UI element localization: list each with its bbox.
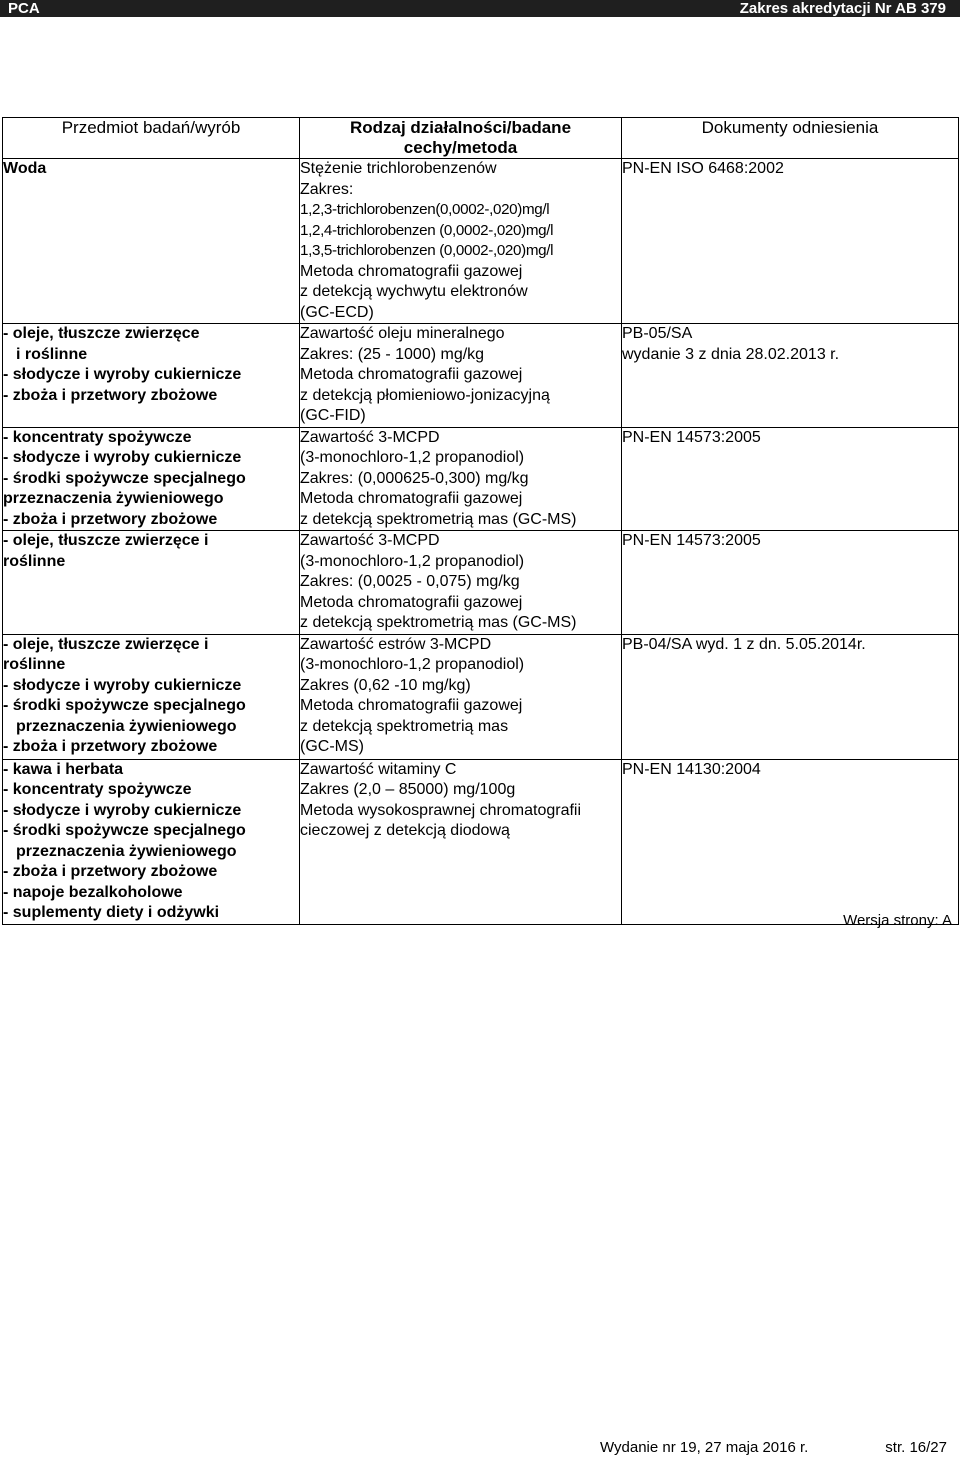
docs-cell: PN-EN 14130:2004	[622, 759, 959, 924]
table-header-row	[3, 118, 959, 159]
header-product: Przedmiot badań/wyrób	[3, 118, 300, 159]
docs-cell: PB-05/SA wydanie 3 z dnia 28.02.2013 r.	[622, 324, 959, 428]
product-cell: - koncentraty spożywcze - słodycze i wyroby cukiernicze - środki spożywcze specjalnego przeznaczenia żywieniowego - zboża i przetwory zbożowe	[3, 427, 300, 531]
header-title: Zakres akredytacji Nr AB 379	[739, 0, 946, 17]
footer-edition: Wydanie nr 19, 27 maja 2016 r.	[600, 1439, 809, 1456]
table-row	[3, 759, 959, 924]
product-cell: - oleje, tłuszcze zwierzęce i roślinne	[3, 531, 300, 635]
table-row	[3, 634, 959, 759]
method-cell: Zawartość witaminy C Zakres (2,0 – 85000) mg/100g Metoda wysokosprawnej chromatografii cieczowej z detekcją diodową	[300, 759, 622, 924]
table-row	[3, 427, 959, 531]
accreditation-table	[2, 117, 959, 925]
table-row	[3, 159, 959, 324]
header-method: Rodzaj działalności/badane cechy/metoda	[300, 118, 622, 159]
table-row	[3, 531, 959, 635]
method-cell: Zawartość oleju mineralnego Zakres: (25 - 1000) mg/kg Metoda chromatografii gazowej z detekcją płomieniowo-jonizacyjną (GC-FID)	[300, 324, 622, 428]
header-org: PCA	[8, 0, 40, 17]
docs-cell: PN-EN 14573:2005	[622, 531, 959, 635]
method-cell: Zawartość 3-MCPD (3-monochloro-1,2 propanodiol) Zakres: (0,0025 - 0,075) mg/kg Metoda chromatografii gazowej z detekcją spektrometrią mas (GC-MS)	[300, 531, 622, 635]
product-cell: - oleje, tłuszcze zwierzęce i roślinne - słodycze i wyroby cukiernicze - zboża i przetwory zbożowe	[3, 324, 300, 428]
product-cell: - kawa i herbata - koncentraty spożywcze - słodycze i wyroby cukiernicze - środki spożywcze specjalnego przeznaczenia żywieniowego - zboża i przetwory zbożowe - napoje bezalkoholowe - suplementy diety i odżywki	[3, 759, 300, 924]
docs-cell: PN-EN 14573:2005	[622, 427, 959, 531]
docs-cell: PN-EN ISO 6468:2002	[622, 159, 959, 324]
method-cell: Zawartość 3-MCPD (3-monochloro-1,2 propanodiol) Zakres: (0,000625-0,300) mg/kg Metoda chromatografii gazowej z detekcją spektrometrią mas (GC-MS)	[300, 427, 622, 531]
product-cell: Woda	[3, 159, 300, 324]
top-header-bar	[0, 0, 960, 17]
table-row	[3, 324, 959, 428]
method-cell: Zawartość estrów 3-MCPD (3-monochloro-1,2 propanodiol) Zakres (0,62 -10 mg/kg) Metoda chromatografii gazowej z detekcją spektrometrią mas (GC-MS)	[300, 634, 622, 759]
method-cell: Stężenie trichlorobenzenów Zakres: 1,2,3-trichlorobenzen(0,0002-,020)mg/l 1,2,4-trichlorobenzen (0,0002-,020)mg/l 1,3,5-trichlorobenzen (0,0002-,020)mg/l Metoda chromatografii gazowej z detekcją wychwytu elektronów (GC-ECD)	[300, 159, 622, 324]
page-version: Wersja strony: A	[843, 912, 952, 929]
product-cell: - oleje, tłuszcze zwierzęce i roślinne - słodycze i wyroby cukiernicze - środki spożywcze specjalnego przeznaczenia żywieniowego - zboża i przetwory zbożowe	[3, 634, 300, 759]
header-docs: Dokumenty odniesienia	[622, 118, 959, 159]
footer-page-number: str. 16/27	[885, 1439, 947, 1456]
docs-cell: PB-04/SA wyd. 1 z dn. 5.05.2014r.	[622, 634, 959, 759]
